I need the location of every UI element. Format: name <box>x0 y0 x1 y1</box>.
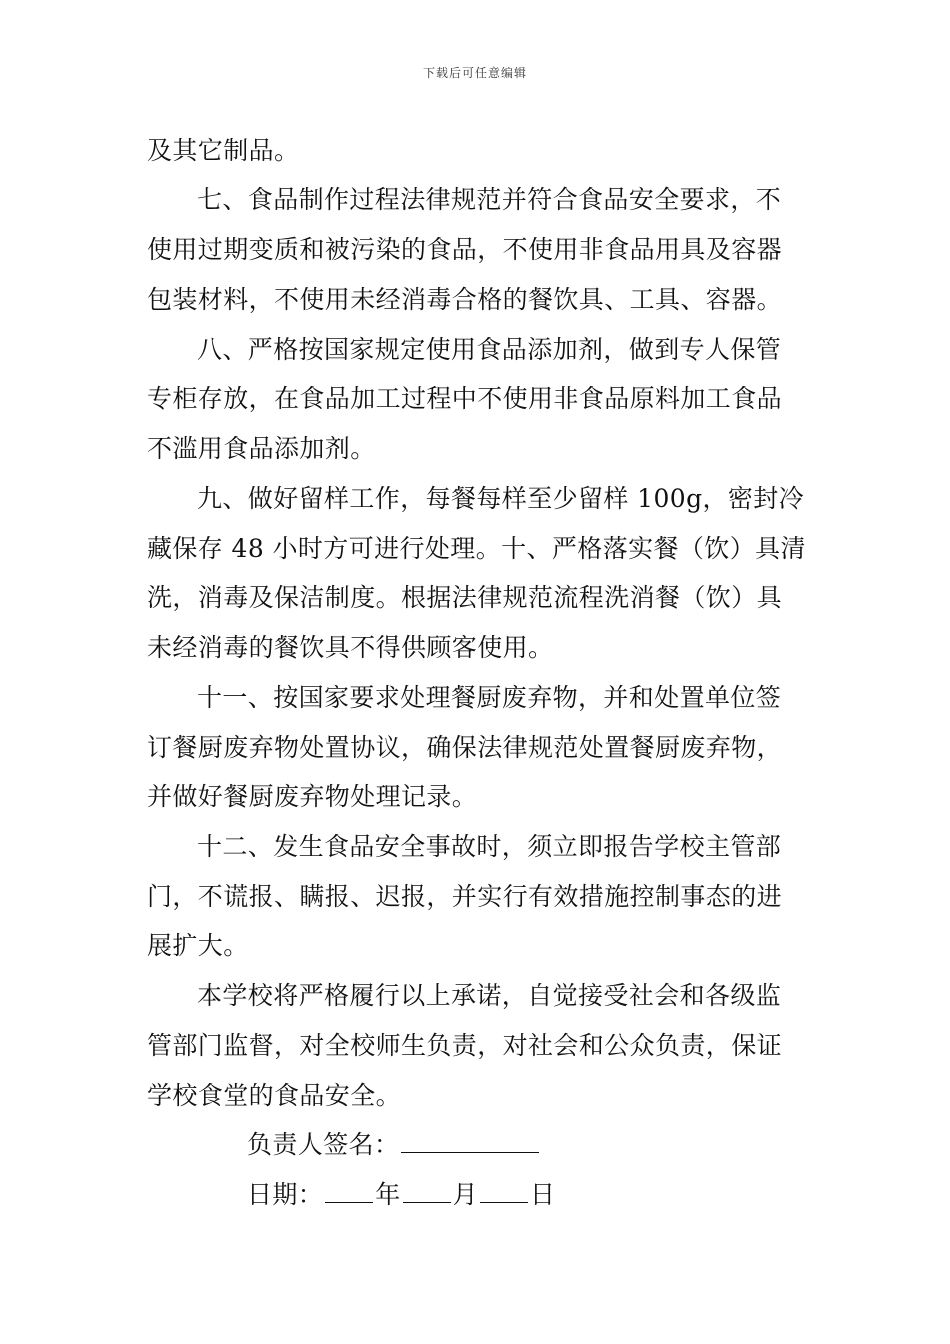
day-blank <box>480 1180 528 1203</box>
body-line: 十一、按国家要求处理餐厨废弃物，并和处置单位签 <box>197 683 782 712</box>
date-line <box>247 1180 555 1210</box>
body-line: 本学校将严格履行以上承诺，自觉接受社会和各级监 <box>197 981 782 1010</box>
body-line: 九、做好留样工作，每餐每样至少留样 100g，密封冷 <box>197 484 805 513</box>
body-line: 并做好餐厨废弃物处理记录。 <box>147 782 478 811</box>
body-line: 使用过期变质和被污染的食品，不使用非食品用具及容器 <box>147 235 783 264</box>
signature-blank <box>401 1130 539 1153</box>
body-line: 八、严格按国家规定使用食品添加剂，做到专人保管 <box>197 335 782 364</box>
body-line: 藏保存 48 小时方可进行处理。十、严格落实餐（饮）具清 <box>147 534 806 563</box>
signature-line <box>247 1130 541 1160</box>
month-blank <box>403 1180 451 1203</box>
body-line: 七、食品制作过程法律规范并符合食品安全要求，不 <box>197 185 782 214</box>
page-header: 下载后可任意编辑 <box>422 66 527 80</box>
body-line: 及其它制品。 <box>147 136 300 165</box>
body-line: 不滥用食品添加剂。 <box>147 434 376 463</box>
body-line: 学校食堂的食品安全。 <box>147 1081 402 1110</box>
signature-label: 负责人签名： <box>247 1130 400 1159</box>
body-line: 十二、发生食品安全事故时，须立即报告学校主管部 <box>197 832 782 861</box>
date-label: 日期： <box>247 1180 324 1209</box>
body-line: 未经消毒的餐饮具不得供顾客使用。 <box>147 633 554 662</box>
year-label: 年 <box>375 1180 401 1209</box>
body-line: 订餐厨废弃物处置协议，确保法律规范处置餐厨废弃物， <box>147 733 783 762</box>
body-line: 专柜存放，在食品加工过程中不使用非食品原料加工食品 <box>147 384 783 413</box>
year-blank <box>325 1180 373 1203</box>
body-line: 门，不谎报、瞒报、迟报，并实行有效措施控制事态的进 <box>147 882 783 911</box>
day-label: 日 <box>530 1180 556 1209</box>
body-line: 洗，消毒及保洁制度。根据法律规范流程洗消餐（饮）具 <box>147 583 783 612</box>
body-line: 展扩大。 <box>147 931 249 960</box>
body-line: 管部门监督，对全校师生负责，对社会和公众负责，保证 <box>147 1031 783 1060</box>
body-line: 包装材料，不使用未经消毒合格的餐饮具、工具、容器。 <box>147 285 783 314</box>
month-label: 月 <box>452 1180 479 1209</box>
